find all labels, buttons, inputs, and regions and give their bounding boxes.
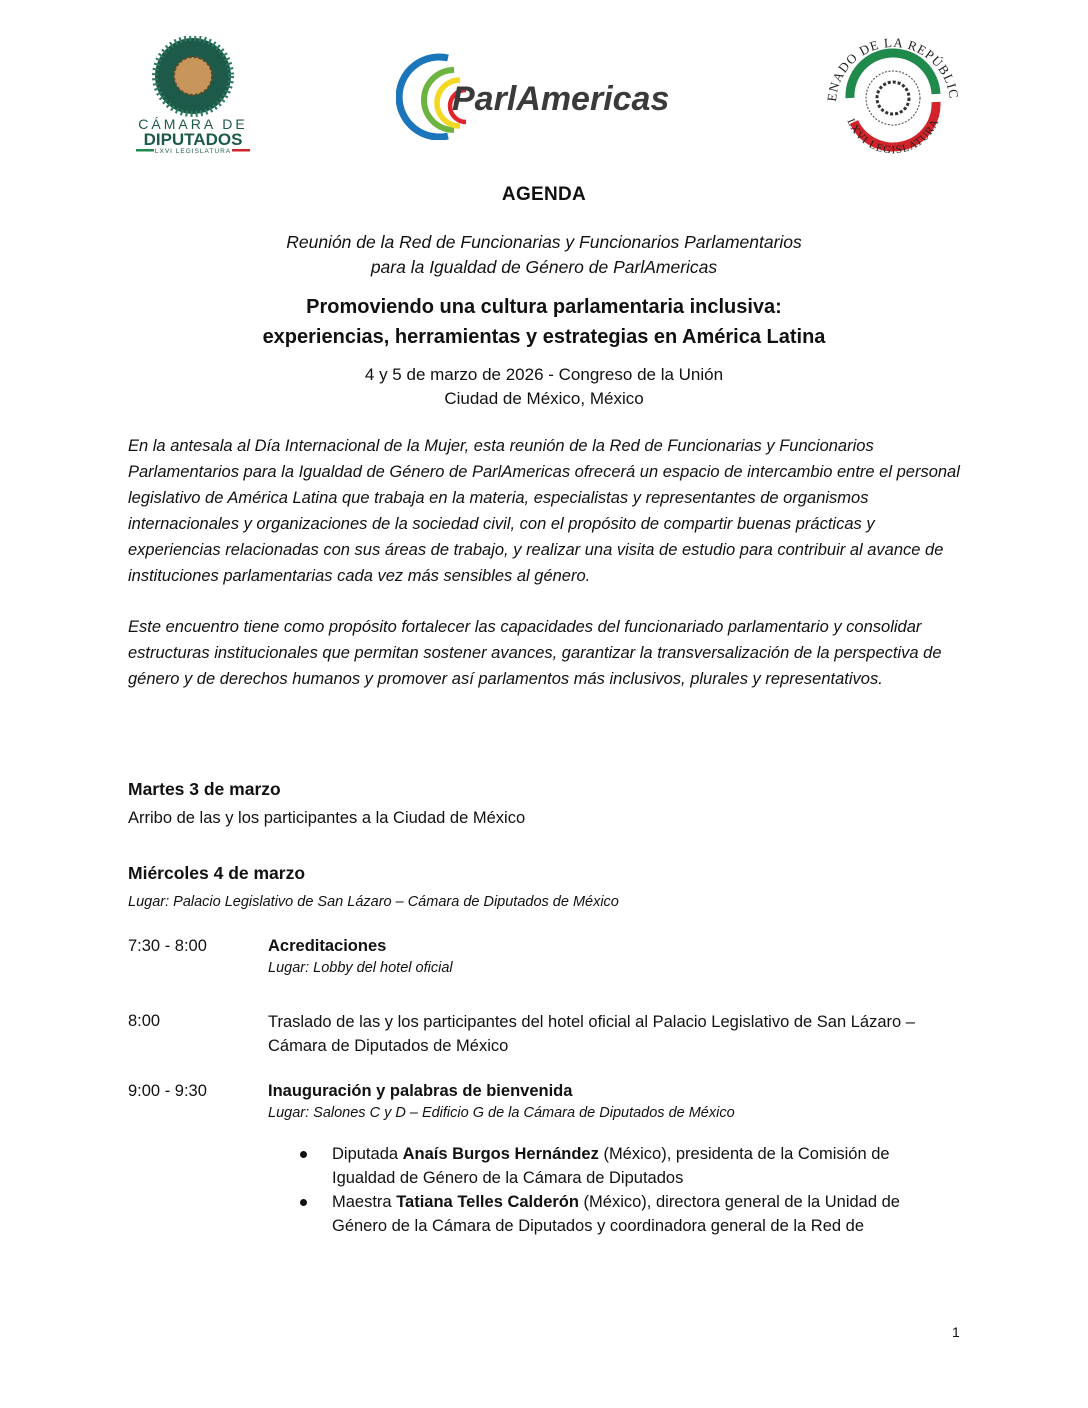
schedule-title: Inauguración y palabras de bienvenida bbox=[268, 1082, 573, 1100]
location-line: Ciudad de México, México bbox=[444, 389, 644, 408]
schedule-time: 7:30 - 8:00 bbox=[128, 937, 207, 955]
schedule-location: Lugar: Salones C y D – Edificio G de la Cámara de Diputados de México bbox=[268, 1105, 735, 1121]
speaker-description: (México), directora general de la Unidad de Género de la Cámara de Diputados y coordinadora general de la Red de bbox=[332, 1193, 900, 1235]
camara-line1: CÁMARA DE bbox=[138, 116, 248, 132]
speaker-name: Anaís Burgos Hernández bbox=[402, 1145, 599, 1163]
camara-line2: DIPUTADOS bbox=[143, 130, 243, 149]
speaker-name: Tatiana Telles Calderón bbox=[396, 1193, 579, 1211]
subtitle-line-2: para la Igualdad de Género de ParlAmericas bbox=[370, 257, 718, 277]
parlamericas-wordmark: ParlAmericas bbox=[452, 80, 670, 118]
speaker-prefix: Maestra bbox=[332, 1193, 397, 1211]
schedule-item bbox=[268, 1082, 958, 1121]
day-location: Lugar: Palacio Legislativo de San Lázaro – Cámara de Diputados de México bbox=[128, 894, 619, 910]
camara-de-diputados-logo bbox=[128, 36, 258, 160]
theme-line-1: Promoviendo una cultura parlamentaria inclusiva: bbox=[306, 296, 782, 318]
camara-line3: LXVI LEGISLATURA bbox=[154, 148, 232, 155]
speaker-description: (México), presidenta de la Comisión de Igualdad de Género de la Cámara de Diputados bbox=[332, 1145, 890, 1187]
day-heading: Miércoles 4 de marzo bbox=[128, 863, 306, 883]
bullet-icon bbox=[300, 1199, 307, 1206]
day-heading: Martes 3 de marzo bbox=[128, 779, 281, 799]
parlamericas-logo bbox=[396, 50, 696, 140]
theme-line-2: experiencias, herramientas y estrategias en América Latina bbox=[262, 326, 826, 348]
speaker-item bbox=[300, 1190, 950, 1238]
agenda-title: AGENDA bbox=[501, 184, 587, 205]
senado-de-la-republica-logo bbox=[818, 36, 968, 160]
page-number: 1 bbox=[952, 1324, 960, 1340]
speaker-prefix: Diputada bbox=[332, 1145, 403, 1163]
subtitle-line-1: Reunión de la Red de Funcionarias y Funcionarios Parlamentarios bbox=[286, 232, 802, 252]
schedule-text: Traslado de las y los participantes del hotel oficial al Palacio Legislativo de San Lázaro – Cámara de Diputados de México bbox=[268, 1013, 915, 1055]
meeting-subtitle bbox=[0, 230, 1088, 280]
date-location bbox=[0, 363, 1088, 411]
senado-top-text: ENADO DE LA REPÚBLIC bbox=[823, 36, 962, 103]
speaker-list bbox=[300, 1142, 950, 1238]
schedule-item bbox=[268, 937, 958, 976]
intro-paragraph-2: Este encuentro tiene como propósito fortalecer las capacidades del funcionariado parlamentario y consolidar estructuras institucionales que permitan sostener avances, garantizar la transversalización de la perspectiva de género y de derechos humanos y promover así parlamentos más inclusivos, plurales y representativos. bbox=[128, 618, 942, 688]
speaker-item bbox=[300, 1142, 950, 1190]
meeting-theme bbox=[0, 292, 1088, 352]
day-note: Arribo de las y los participantes a la Ciudad de México bbox=[128, 809, 526, 827]
schedule-location: Lugar: Lobby del hotel oficial bbox=[268, 960, 453, 976]
intro-paragraph-1: En la antesala al Día Internacional de la Mujer, esta reunión de la Red de Funcionarias y Funcionarios Parlamentarios para la Igualdad de Género de ParlAmericas ofrecerá un espacio de intercambio entre el personal legislativo de América Latina que trabaja en la materia, especialistas y representantes de organismos internacionales y organizaciones de la sociedad civil, con el propósito de compartir buenas prácticas y experiencias relacionadas con sus áreas de trabajo, y realizar una visita de estudio para contribuir al avance de instituciones parlamentarias cada vez más sensibles al género. bbox=[128, 437, 960, 585]
schedule-time: 8:00 bbox=[128, 1012, 161, 1030]
date-line: 4 y 5 de marzo de 2026 - Congreso de la Unión bbox=[364, 365, 724, 384]
bullet-icon bbox=[300, 1151, 307, 1158]
schedule-title: Acreditaciones bbox=[268, 937, 387, 955]
schedule-time: 9:00 - 9:30 bbox=[128, 1082, 207, 1100]
senado-bottom-text: LXVI LEGISLATURA bbox=[844, 116, 942, 157]
